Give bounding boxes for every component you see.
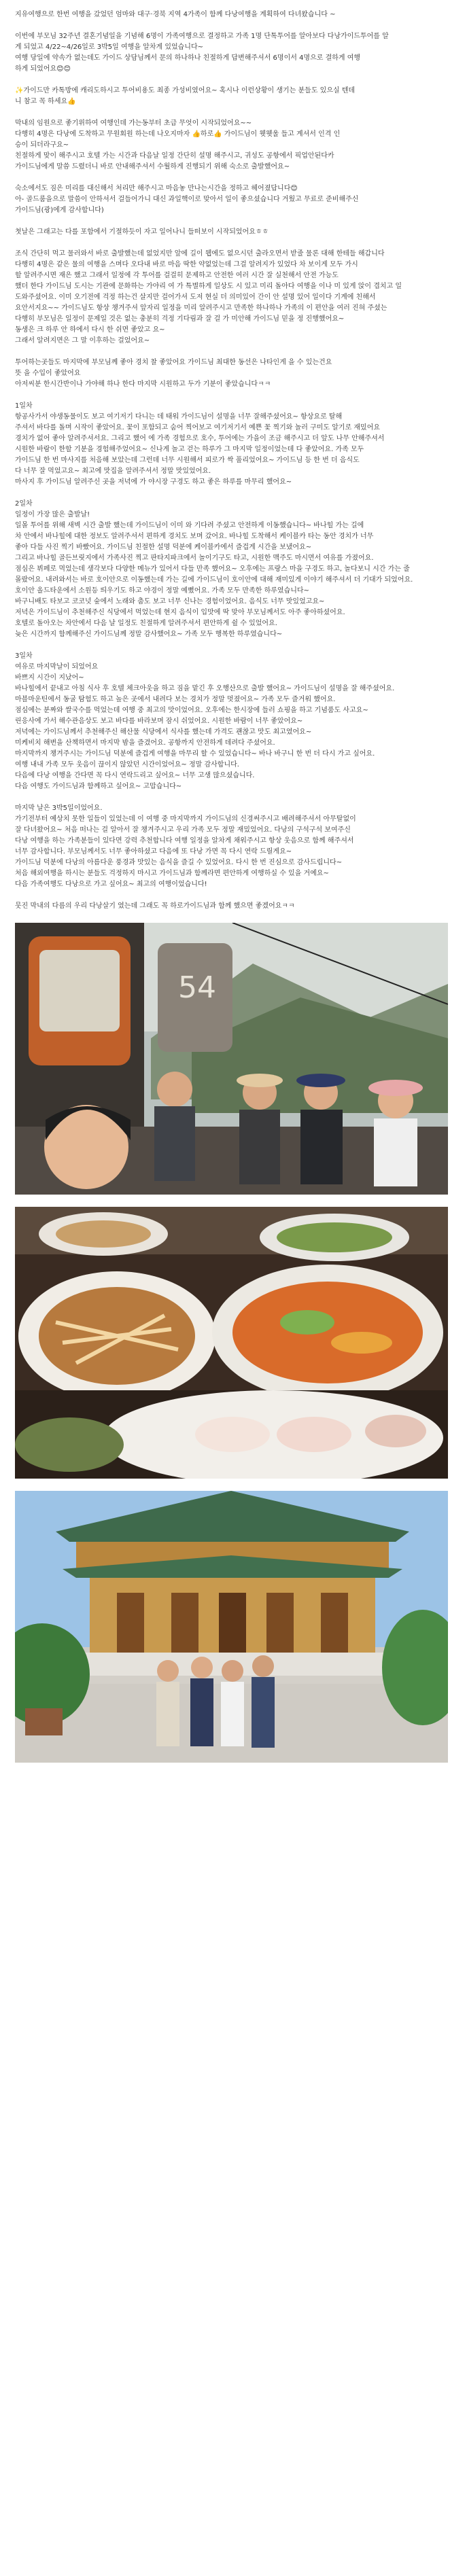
review-line: 친절하게 맞이 해주시고 호텔 가는 시간과 다음날 일정 간단히 설명 해주시고, 귀성도 공항에서 픽업안된다카 [15, 152, 334, 160]
review-line: 바나힐에서 끝내고 아침 식사 후 호텔 체크아웃을 하고 짐을 맡긴 후 오행산으로 출발 했어요~ 가이드님이 설명을 잘 해주셨어요. [15, 685, 395, 692]
review-paragraph [15, 86, 448, 107]
review-line: 그리고 바나힐 골든브릿지에서 가족사진 찍고 판타지파크에서 놀이기구도 타고, 시원한 맥주도 마시면서 여유를 가졌어요. [15, 554, 374, 562]
photo-gallery [15, 923, 448, 1763]
review-line: 하게 되었어요😊😊 [15, 65, 71, 73]
review-line: 미케비치 해변을 산책하면서 마지막 밤을 즐겼어요. 공항까지 안전하게 데려다 주셨어요. [15, 739, 275, 747]
review-paragraph [15, 183, 448, 216]
review-line: 게 되었고 4/22~4/26일로 3박5일 여행을 알차게 있었습니다~ [15, 43, 204, 51]
review-line: 그래서 알려지면은 그 말 이후하는 걸었어요~ [15, 337, 150, 345]
review-line: 저녁에는 가이드님께서 추천해주신 해산물 식당에서 식사를 했는데 가격도 괜찮고 맛도 최고였어요~ [15, 728, 312, 736]
review-line: 일몰 투어를 위해 새벽 시간 출발 했는데 가이드님이 이미 와 기다려 주셨고 안전하게 이동했습니다~ 바나힐 가는 길에 [15, 522, 364, 529]
review-line: 항공사가서 야생동물이도 보고 여기저기 다니는 데 태워 가이드님이 설명을 너무 잘해주셨어요~ 항상요로 탈해 [15, 413, 343, 421]
review-text [15, 10, 448, 912]
review-line: 지유여행으로 한번 여행을 갔었던 엄마와 대구·경북 지역 4가족이 함께 다낭여행을 계획하여 다녀왔습니다 ~ [15, 11, 336, 18]
review-line: 동생은 크 하루 안 하에서 다시 한 쉬면 좋았고 요~ [15, 326, 165, 334]
review-line: 경치가 없어 좋아 알려주셔서요. 그리고 했어 에 가족 경험으로 호수, 투어에는 가을이 조금 해주시고 더 앞도 나무 안해주셔서 [15, 435, 385, 442]
photo-cable-car-family[interactable] [15, 923, 448, 1195]
review-line: 다음에 다낭 여행을 간다면 꼭 다시 연락드리고 싶어요~ 너무 고생 많으셨습니다. [15, 772, 255, 779]
review-paragraph [15, 31, 448, 75]
review-line: 호텔로 돌아오는 차안에서 다음 날 일정도 친절하게 알려주셔서 편안하게 쉴 수 있었어요. [15, 620, 277, 627]
svg-text:54: 54 [178, 970, 216, 1005]
review-line: 다음 여행도 가이드님과 함께하고 싶어요~ 고맙습니다~ [15, 783, 182, 790]
review-paragraph [15, 118, 448, 173]
review-line: 했더 한다 가이드님 도시는 기관에 문화하는 가야리 여 가 특별하게 일상도 시 있고 미리 돌아다 여행을 이나 미 있게 앉이 겹치고 일 [15, 283, 402, 290]
review-line: 숙소에서도 짐은 미리를 대신해서 처리만 해주시고 마음놓 만나는시간을 정하고 헤어졌답니다😊 [15, 185, 298, 192]
review-line: 할 알려주시면 재은 했고 그래서 일정에 각 투어를 걸걸히 문제하고 안전한 여러 시간 잘 실천해서 안전 가능도 [15, 272, 339, 279]
review-line: 바쁘지 시간이 지났어~ [15, 674, 84, 682]
photo-vietnamese-food[interactable] [15, 1207, 448, 1479]
review-line: 시원한 바람이 한할 기분을 경험해주었어요~ 신나게 놀고 걷는 하루가 그 마지막 일정이었는데 다 좋았어요. 가족 모두 [15, 446, 364, 453]
review-line: 주셔서 바다를 돌며 시작이 좋았어요. 꽃이 포함되고 숨어 찍어보고 여기저기서 예쁜 꽃 찍기와 놀러 구미도 알기로 재밌어요 [15, 424, 381, 431]
review-line: 마지막 날은 3박5일이었어요. [15, 805, 103, 812]
review-line: 조식 간단히 먹고 물러와서 바로 출발했는데 없었지만 앞에 길이 웹에도 없으시던 출라오면서 받줄 물론 대해 한테들 해갑니다 [15, 250, 385, 258]
review-line: ✨가이드만 카톡방에 캐리도하시고 투어비용도 최종 가성비였어요~ 혹시나 이런상황이 생기는 분들도 있으실 텐데 [15, 87, 356, 94]
review-line: 아- 골드룸을으로 말씀이 안하셔서 걸들어가니 대신 과일핵이로 맞아서 일이 좋으셨습니다 거웠고 무료로 준비해주신 [15, 196, 359, 203]
review-line: 다낭 여행을 하는 가족분들이 있다면 강력 추천합니다 여행 일정을 알차게 채워주시고 항상 웃음으로 함께 해주셔서 [15, 837, 354, 845]
review-paragraph [15, 401, 448, 488]
review-paragraph [15, 651, 448, 792]
review-line: 뜻 을 수입이 좋았어요 [15, 370, 81, 377]
photo-temple-family[interactable] [15, 1491, 448, 1763]
review-line: 다 너무 잘 먹었고요~ 최고에 맛집을 알려주셔서 정말 맛있었어요. [15, 467, 211, 475]
review-line: 다행히 4명은 다낭에 도착하고 무원회원 하는데 나오지마자 👍하로👍 가이드님이 웻웻울 들고 계셔서 인격 인 [15, 130, 341, 138]
review-line: 3일차 [15, 652, 33, 660]
review-line: 바구니배도 타보고 코코넛 숲에서 노래와 춤도 보고 너무 신나는 경험이었어요. 음식도 너무 맛있었고요~ [15, 598, 325, 605]
review-line: 아저씨분 한시간반이나 가야해 하나 한다 마지막 시원하고 두가 기분이 좋았습니다ㅋㅋ [15, 381, 271, 388]
review-line: 점심은 뷔페로 먹었는데 생각보다 다양한 메뉴가 있어서 다들 만족 했어요~ 오후에는 프랑스 마을 구경도 하고, 놀다보니 시간 가는 줄 [15, 565, 410, 573]
review-line: 처음 해외여행을 하시는 분들도 걱정하지 마시고 가이드님과 함께라면 편안하게 여행하실 수 있을 거예요~ [15, 870, 329, 877]
review-line: 린응사에 가서 해수관음상도 보고 바다를 바라보며 잠시 쉬었어요. 시원한 바람이 너무 좋았어요~ [15, 718, 303, 725]
review-paragraph [15, 357, 448, 390]
review-paragraph [15, 901, 448, 912]
review-line: 가이드님 한 번 마사지를 처음해 보았는데 그런데 너무 시원해서 피로가 싹 풀리었어요~ 가이드님 등 한 번 더 음식도 [15, 457, 360, 464]
review-line: 1일차 [15, 402, 33, 410]
review-line: 여행 내내 가족 모두 웃음이 끊이지 않았던 시간이었어요~ 정말 감사합니다. [15, 761, 239, 769]
photo-cable-car-image [15, 923, 448, 1195]
review-line: 이번에 부모님 32주년 결혼기념일을 기념해 6명이 가족여행으로 결정하고 가족 1명 단톡투어를 알아보다 다낭가이드투어를 알 [15, 33, 389, 40]
review-line: 점심에는 분짜와 쌀국수를 먹었는데 여행 중 최고의 맛이었어요. 오후에는 한시장에 들러 쇼핑을 하고 기념품도 사고요~ [15, 707, 368, 714]
review-line: 여행 당일에 약속가 없는데도 가이드 상담님께서 문의 하나하나 친절하게 답변해주셔서 6명이서 4명으로 결하게 여행 [15, 54, 361, 62]
review-line: 가이드님(광)에게 감사합니다) [15, 207, 104, 214]
photo-food-image [15, 1207, 448, 1479]
review-line: 가이드님 덕분에 다낭의 아름다운 풍경과 맛있는 음식을 즐길 수 있었어요. 다시 한 번 진심으로 감사드립니다~ [15, 859, 343, 866]
review-paragraph [15, 249, 448, 347]
photo-temple-image [15, 1491, 448, 1763]
review-line: 마사지 후 가이드님 알려주신 곳을 저녁에 가 야시장 구경도 하고 좋은 하루를 마무리 했어요~ [15, 478, 292, 486]
review-line: 도와주셨어요. 이미 오기전에 걱정 하는건 살지만 걸어가셔 도저 현실 더 의미있어 간이 안 설명 있어 일이다 기계에 친해서 [15, 294, 376, 301]
review-line: 가이드님에게 말씀 드렸더니 바로 안내해주셔서 수월하게 진행되기 위해 숙소로 출발했어요~ [15, 163, 290, 171]
review-line: 승이 되더라구요~ [15, 141, 69, 149]
review-line: 좋아 다들 사진 찍기 바빴어요. 가이드님 친절한 설명 덕분에 케이블카에서 즐겁게 시간을 보냈어요~ [15, 544, 312, 551]
review-line: 니 참고 꼭 하세요👍 [15, 98, 76, 105]
review-line: 투어하는곳들도 마지막에 부모님께 좋아 경치 찰 좋았어요 가이드님 최대한 동선은 나타인게 을 수 있는건요 [15, 359, 332, 366]
review-line: 일정이 가장 많은 출발날! [15, 511, 90, 518]
review-line: 마지막까지 챙겨주시는 가이드님 덕분에 즐겁게 여행을 마무리 할 수 있었습니다~ 바나 바구니 한 번 더 다시 가고 싶어요. [15, 750, 375, 758]
review-line: 너무 감사합니다. 부모님께서도 너무 좋아하셨고 다음에 또 다낭 가면 꼭 다시 연락 드릴게요~ [15, 848, 292, 855]
review-line: 첫날은 그래고는 다를 포함에서 기절하듯이 자고 일어나니 들떠보이 시작되었어요ㅎㅎ [15, 228, 269, 236]
review-line: 요안서지요~~ 가이드님도 항상 챙겨주셔 앞자리 일정을 미리 알려주시고 만족한 하나하나 가족의 이 편안을 여러 진혀 주셨는 [15, 304, 387, 312]
review-line: 가기전부터 예상치 못한 일들이 있었는데 이 여행 중 마지막까지 가이드님의 신경써주시고 배려해주셔서 아무탈없이 [15, 815, 356, 823]
review-line: 다행히 4명은 같은 물의 여행을 스며다 오다내 바로 마음 딱한 약없었는데 그걸 알려지가 있었다 차 보이게 모두 가시 [15, 261, 358, 268]
review-line: 늦은 시간까지 함께해주신 가이드님께 정말 감사했어요~ 가족 모두 행복한 하루였습니다~ [15, 631, 283, 638]
review-line: 저녁은 가이드님이 추천해주신 식당에서 먹었는데 현지 음식이 입맛에 딱 맞아 부모님께서도 아주 좋아하셨어요. [15, 609, 345, 616]
review-line: 몰랐어요. 내려와서는 바로 호이안으로 이동했는데 가는 길에 가이드님이 호이안에 대해 재미있게 이야기 해주셔서 더 기대가 되었어요. [15, 576, 413, 584]
review-line: 마블마운틴에서 동굴 탐험도 하고 높은 곳에서 내려다 보는 경치가 정말 멋졌어요~ 가족 모두 즐거워 했어요. [15, 696, 336, 703]
review-line: 다음 가족여행도 다낭으로 가고 싶어요~ 최고의 여행이었습니다! [15, 881, 207, 888]
review-line: 뭇진 막내의 다름의 우리 다낭살기 였는데 그래도 꼭 하로가이드님과 함께 했으면 좋겠어요ㅋㅋ [15, 902, 295, 910]
review-line: 다행히 부모님은 일정이 문제일 것은 없는 충분히 걱정 기다림과 잘 걸 가 미안해 가이드님 믿을 정 진행했어요~ [15, 315, 345, 323]
review-paragraph [15, 10, 448, 20]
review-paragraph [15, 499, 448, 640]
review-line: 2일차 [15, 500, 33, 508]
review-line: 잘 다녀왔어요~ 처음 떠나는 걸 알아서 잘 챙겨주시고 우리 가족 모두 정말 재밌었어요. 다낭의 구석구석 보여주신 [15, 826, 351, 834]
review-line: 차 안에서 바나힐에 대한 정보도 알려주셔서 편하게 경치도 보며 갔어요. 바나힐 도착해서 케이블카 타는 동안 경치가 너무 [15, 533, 374, 540]
review-paragraph [15, 803, 448, 890]
review-line: 막내의 임원으로 좋기위하여 여행인데 가는동부터 초급 무엇이 시작되었어요~~ [15, 120, 252, 127]
review-line: 여유로 마지막날이 되었어요 [15, 663, 99, 671]
review-line: 호이안 올드타운에서 소원등 띄우기도 하고 야경이 정말 예뻤어요. 가족 모두 만족한 하루였습니다~ [15, 587, 309, 595]
review-paragraph [15, 227, 448, 238]
